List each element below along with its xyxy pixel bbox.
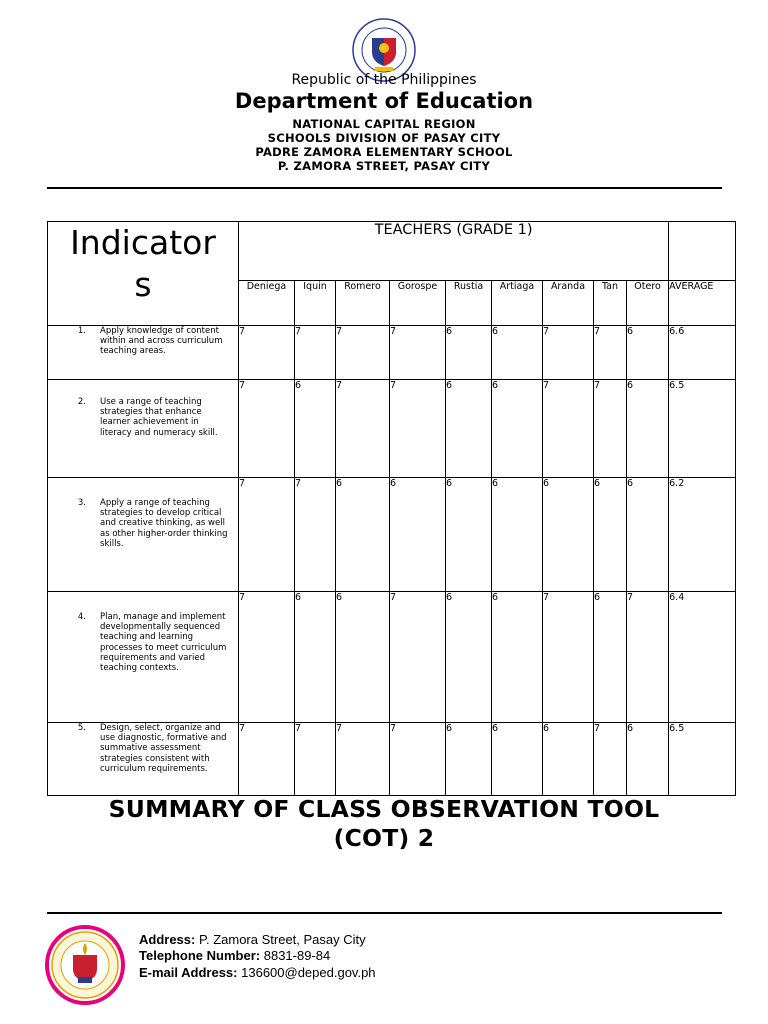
score-cell: 7 [390, 592, 446, 723]
footer-divider [47, 912, 722, 914]
score-cell: 6 [336, 592, 390, 723]
score-cell: 6 [446, 326, 492, 380]
score-cell: 6 [627, 723, 669, 796]
score-cell: 7 [543, 592, 594, 723]
footer-address: Address: P. Zamora Street, Pasay City [139, 932, 366, 947]
teacher-name: Romero [336, 281, 390, 326]
teacher-name: Artiaga [492, 281, 543, 326]
score-cell: 7 [543, 326, 594, 380]
score-cell: 7 [594, 326, 627, 380]
teacher-name: Rustia [446, 281, 492, 326]
table-row [48, 723, 736, 796]
score-cell: 6 [446, 592, 492, 723]
school-seal-icon [45, 925, 125, 1005]
score-cell: 6 [594, 478, 627, 592]
indicator-cell: 5. Design, select, organize and use diagnostic, formative and summative assessment strategies consistent with curriculum requirements. [48, 723, 239, 796]
score-cell: 6 [446, 723, 492, 796]
score-cell: 7 [336, 723, 390, 796]
division-line: SCHOOLS DIVISION OF PASAY CITY [267, 131, 501, 145]
footer-phone: Telephone Number: 8831-89-84 [139, 948, 331, 963]
table-row [48, 592, 736, 723]
indicator-cell: 4. Plan, manage and implement developmentally sequenced teaching and learning processes to meet curriculum requirements and varied teaching contexts. [48, 592, 239, 723]
score-cell: 7 [239, 326, 295, 380]
teachers-header: TEACHERS (GRADE 1) [239, 222, 669, 281]
teacher-name: Gorospe [390, 281, 446, 326]
score-cell: 6 [492, 380, 543, 478]
region-line: NATIONAL CAPITAL REGION [292, 117, 476, 131]
teacher-name: Deniega [239, 281, 295, 326]
score-cell: 6 [390, 478, 446, 592]
table-row [48, 380, 736, 478]
score-cell: 6 [492, 326, 543, 380]
score-cell: 7 [239, 723, 295, 796]
score-cell: 7 [336, 380, 390, 478]
table-row [48, 478, 736, 592]
score-cell: 6 [492, 478, 543, 592]
score-cell: 7 [594, 380, 627, 478]
average-cell: 6.5 [669, 723, 736, 796]
document-title: SUMMARY OF CLASS OBSERVATION TOOL (COT) 2 [108, 795, 660, 852]
score-cell: 7 [543, 380, 594, 478]
average-header-blank [669, 222, 736, 281]
department-title: Department of Education [234, 89, 534, 113]
average-cell: 6.6 [669, 326, 736, 380]
score-cell: 6 [446, 380, 492, 478]
score-cell: 6 [627, 478, 669, 592]
indicators-header: Indicator s [48, 222, 239, 326]
indicator-cell: 2. Use a range of teaching strategies that enhance learner achievement in literacy and numeracy skill. [48, 380, 239, 478]
score-cell: 7 [336, 326, 390, 380]
score-cell: 7 [239, 478, 295, 592]
average-cell: 6.5 [669, 380, 736, 478]
score-cell: 6 [446, 478, 492, 592]
street-line: P. ZAMORA STREET, PASAY CITY [277, 159, 491, 173]
teacher-name: Otero [627, 281, 669, 326]
teacher-name: Iquin [295, 281, 336, 326]
score-cell: 6 [594, 592, 627, 723]
score-cell: 6 [492, 723, 543, 796]
score-cell: 7 [390, 723, 446, 796]
footer-email: E-mail Address: 136600@deped.gov.ph [139, 965, 376, 980]
republic-line: Republic of the Philippines [291, 72, 477, 88]
indicator-cell: 3. Apply a range of teaching strategies to develop critical and creative thinking, as well as other higher-order thinking skills. [48, 478, 239, 592]
header-divider [47, 187, 722, 189]
score-cell: 6 [627, 380, 669, 478]
average-cell: 6.4 [669, 592, 736, 723]
score-cell: 7 [239, 380, 295, 478]
score-cell: 6 [295, 592, 336, 723]
teacher-name: Aranda [543, 281, 594, 326]
average-cell: 6.2 [669, 478, 736, 592]
score-cell: 7 [239, 592, 295, 723]
score-cell: 6 [543, 723, 594, 796]
score-cell: 6 [295, 380, 336, 478]
score-cell: 7 [627, 592, 669, 723]
score-cell: 7 [390, 380, 446, 478]
score-cell: 7 [594, 723, 627, 796]
teacher-name: Tan [594, 281, 627, 326]
average-label: AVERAGE [669, 281, 736, 326]
observation-table [47, 221, 736, 796]
school-line: PADRE ZAMORA ELEMENTARY SCHOOL [255, 145, 513, 159]
score-cell: 7 [295, 326, 336, 380]
score-cell: 6 [543, 478, 594, 592]
score-cell: 7 [295, 723, 336, 796]
score-cell: 6 [336, 478, 390, 592]
score-cell: 6 [492, 592, 543, 723]
score-cell: 6 [627, 326, 669, 380]
table-row [48, 326, 736, 380]
indicator-cell: 1. Apply knowledge of content within and across curriculum teaching areas. [48, 326, 239, 380]
score-cell: 7 [295, 478, 336, 592]
score-cell: 7 [390, 326, 446, 380]
